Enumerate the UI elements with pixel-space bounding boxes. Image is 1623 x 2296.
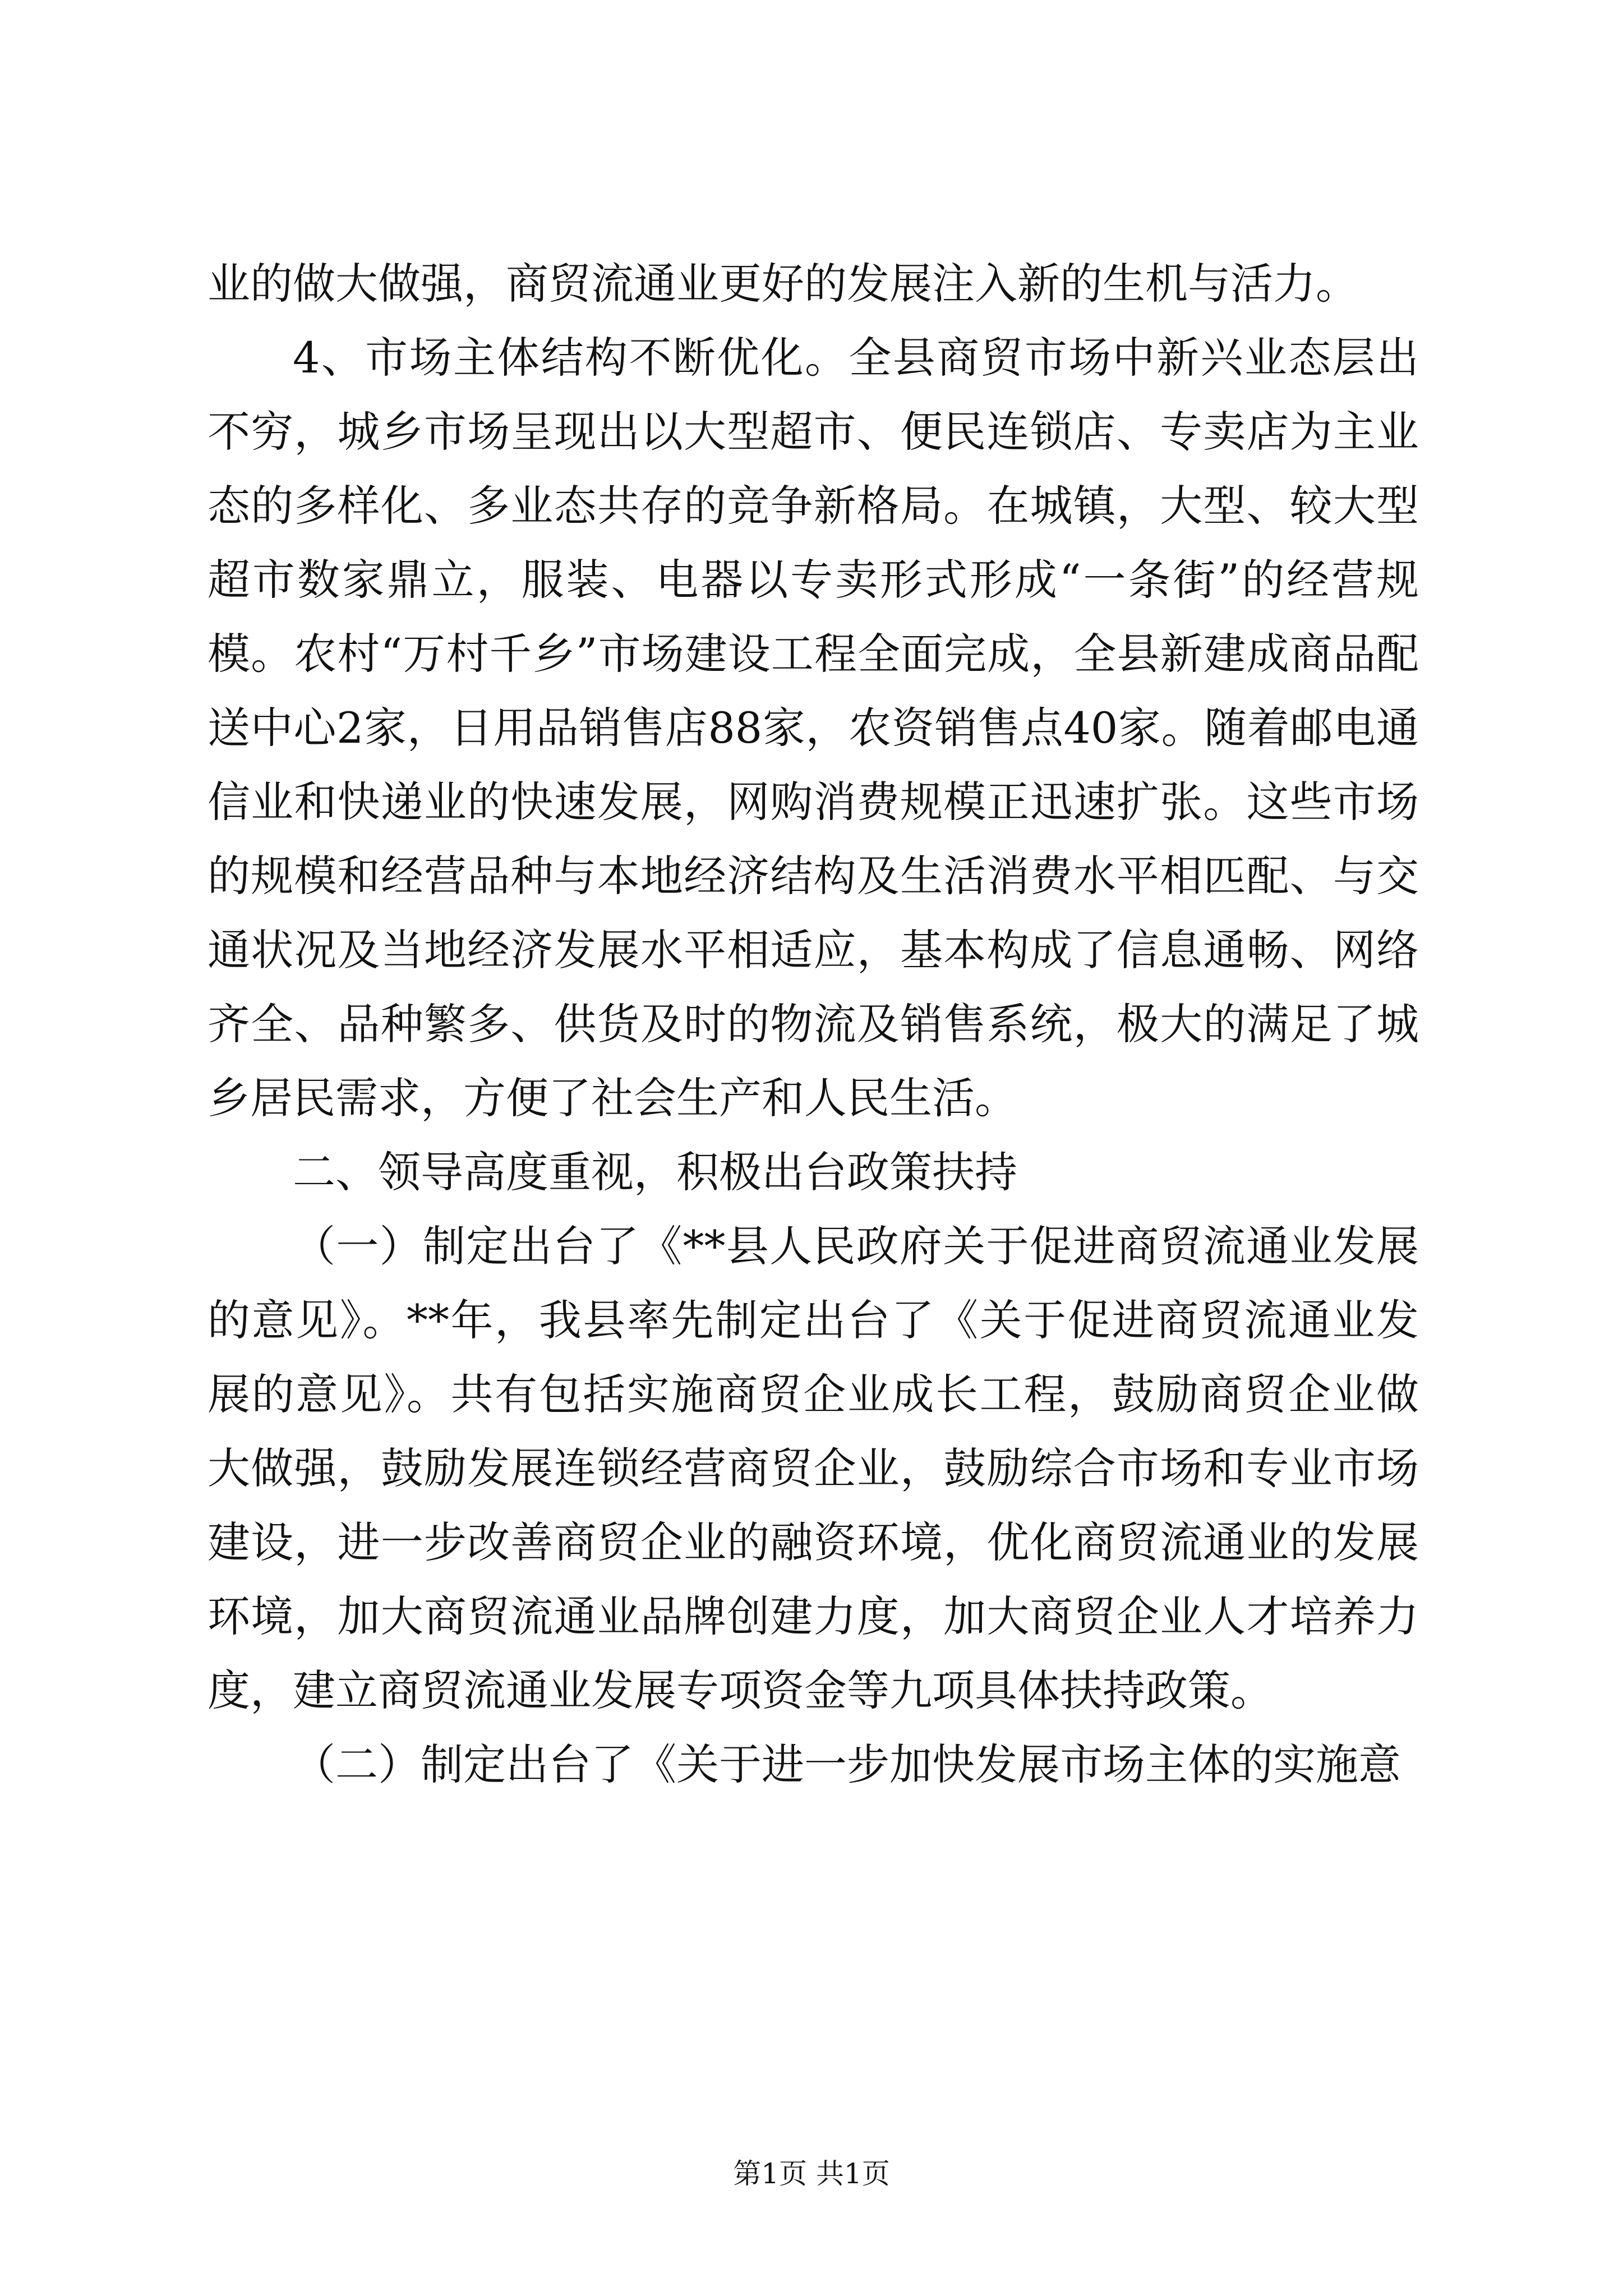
section-heading-two: 二、领导高度重视，积极出台政策扶持 [293, 1147, 1017, 1197]
paragraph-policy-two: （二）制定出台了《关于进一步加快发展市场主体的实施意 [293, 1740, 1401, 1789]
document-body [208, 247, 1419, 1802]
paragraph-policy-one: （一）制定出台了《**县人民政府关于促进商贸流通业发展的意见》。**年，我县率先制定出台了《关于促进商贸流通业发展的意见》。共有包括实施商贸企业成长工程，鼓励商贸企业做大做强，鼓励发展连锁经营商贸企业，鼓励综合市场和专业市场建设，进一步改善商贸企业的融资环境，优化商贸流通业的发展环境，加大商贸流通业品牌创建力度，加大商贸企业人才培养力度，建立商贸流通业发展专项资金等九项具体扶持政策。 [208, 1221, 1419, 1715]
paragraph-market-structure: 4、市场主体结构不断优化。全县商贸市场中新兴业态层出不穷，城乡市场呈现出以大型超市、便民连锁店、专卖店为主业态的多样化、多业态共存的竞争新格局。在城镇，大型、较大型超市数家鼎立，服装、电器以专卖形式形成“一条街”的经营规模。农村“万村千乡”市场建设工程全面完成，全县新建成商品配送中心2家，日用品销售店88家，农资销售点40家。随着邮电通信业和快递业的快速发展，网购消费规模正迅速扩张。这些市场的规模和经营品种与本地经济结构及生活消费水平相匹配、与交通状况及当地经济发展水平相适应，基本构成了信息通畅、网络齐全、品种繁多、供货及时的物流及销售系统，极大的满足了城乡居民需求，方便了社会生产和人民生活。 [208, 333, 1419, 1123]
paragraph-continuation: 业的做大做强，商贸流通业更好的发展注入新的生机与活力。 [208, 259, 1358, 309]
page-footer-number: 第1页 共1页 [733, 2157, 890, 2190]
